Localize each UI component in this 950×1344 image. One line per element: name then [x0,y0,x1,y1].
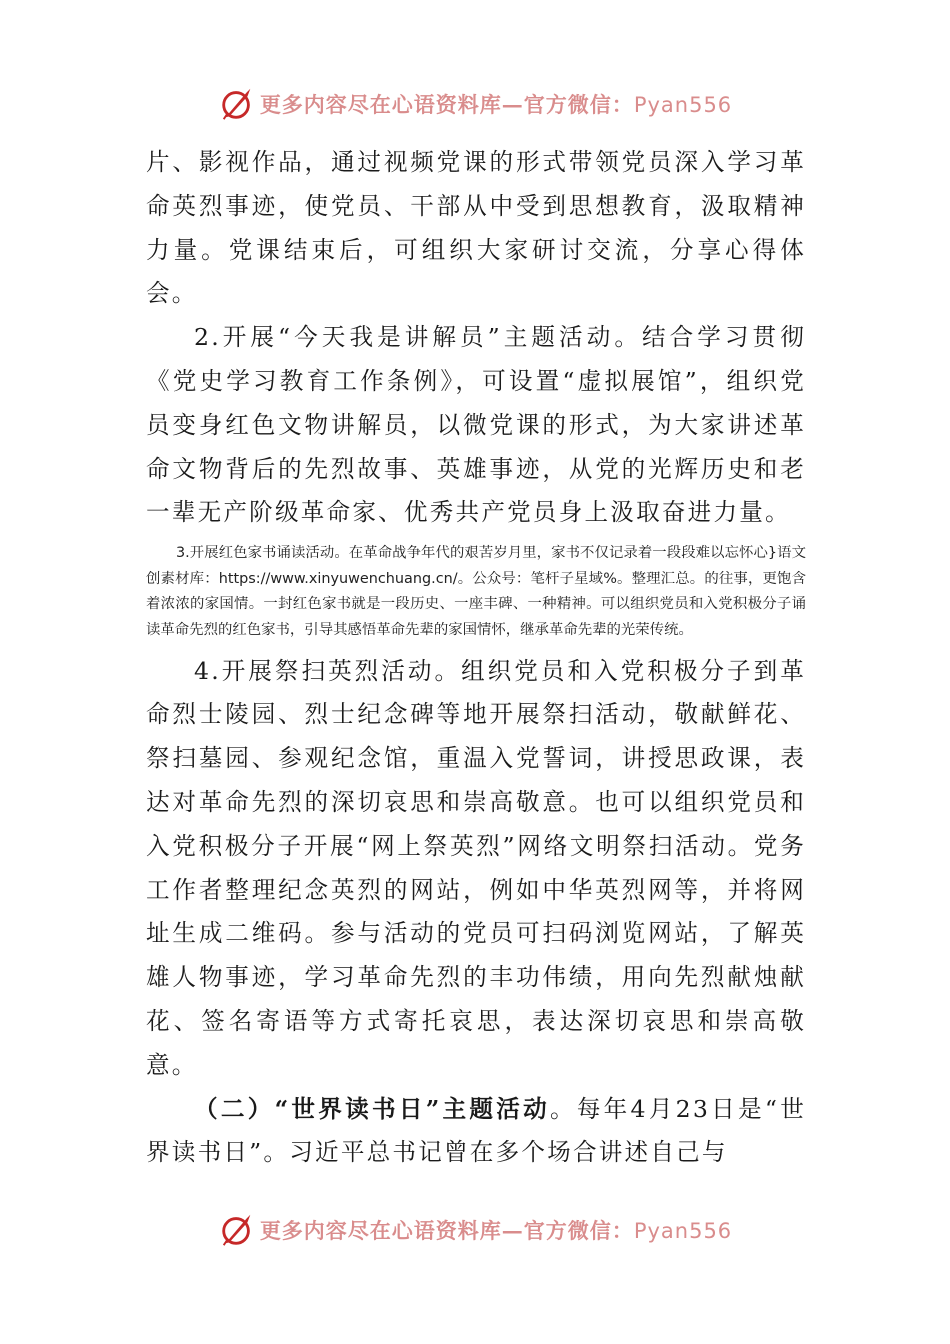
document-body [146,141,806,1175]
banner-wechat-id: Pyan556 [633,1219,733,1243]
banner-wechat-id: Pyan556 [633,93,733,117]
banner-text [260,89,732,119]
footer-banner [0,1208,950,1252]
banner-title: 更多内容尽在心语资料库—官方微信： [259,92,634,117]
banner-text [260,1215,732,1245]
section-heading: （二）“世界读书日”主题活动 [194,1094,550,1123]
header-banner [0,82,950,126]
paragraph-3: 3.开展红色家书诵读活动。在革命战争年代的艰苦岁月里，家书不仅记录着一段段难以忘怀心}语文创素材库：https://www.xinyuwenchuang.cn/。公众号：笔杆子星域%。整理汇总。的往事，更饱含着浓浓的家国情。一封红色家书就是一段历史、一座丰碑、一种精神。可以组织党员和入党积极分子诵读革命先烈的红色家书，引导其感悟革命先辈的家国情怀，继承革命先辈的光荣传统。 [146,545,806,638]
paragraph-1: 片、影视作品，通过视频党课的形式带领党员深入学习革命英烈事迹，使党员、干部从中受到思想教育，汲取精神力量。党课结束后，可组织大家研讨交流，分享心得体会。 [146,148,806,308]
quill-pen-logo-icon [218,1211,256,1249]
banner-title: 更多内容尽在心语资料库—官方微信： [259,1218,634,1243]
paragraph-4: 4.开展祭扫英烈活动。组织党员和入党积极分子到革命烈士陵园、烈士纪念碑等地开展祭扫活动，敬献鲜花、祭扫墓园、参观纪念馆，重温入党誓词，讲授思政课，表达对革命先烈的深切哀思和崇高敬意。也可以组织党员和入党积极分子开展“网上祭英烈”网络文明祭扫活动。党务工作者整理纪念英烈的网站，例如中华英烈网等，并将网址生成二维码。参与活动的党员可扫码浏览网站，了解英雄人物事迹，学习革命先烈的丰功伟绩，用向先烈献烛献花、签名寄语等方式寄托哀思，表达深切哀思和崇高敬意。 [146,656,806,1079]
paragraph-2: 2.开展“今天我是讲解员”主题活动。结合学习贯彻《党史学习教育工作条例》，可设置“虚拟展馆”，组织党员变身红色文物讲解员，以微党课的形式，为大家讲述革命文物背后的先烈故事、英雄事迹，从党的光辉历史和老一辈无产阶级革命家、优秀共产党员身上汲取奋进力量。 [146,323,806,527]
paragraph-5-body: 。每年4月23日是“世界读书日”。习近平总书记曾在多个场合讲述自己与 [146,1094,806,1167]
paragraph-5 [146,1088,806,1176]
quill-pen-logo-icon [218,85,256,123]
